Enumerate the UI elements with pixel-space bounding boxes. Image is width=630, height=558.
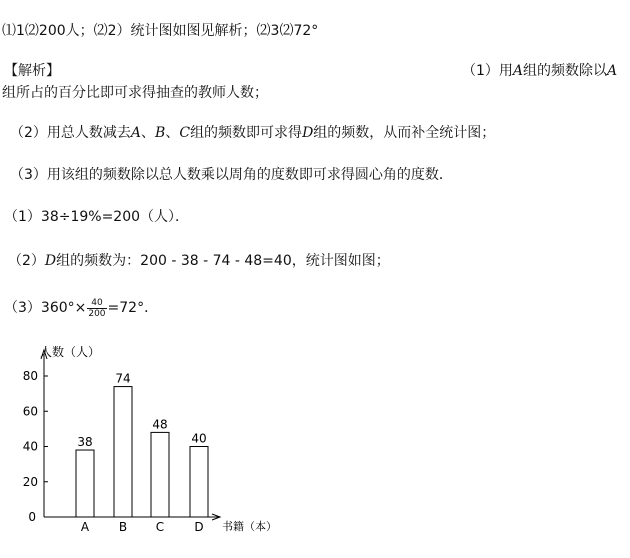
chart-bars <box>76 372 208 534</box>
p2-sep-1: 、 <box>141 125 156 141</box>
y-tick-label: 40 <box>22 439 38 454</box>
s3-denominator: 200 <box>88 308 106 319</box>
p2-text-i: 组的频数，从而补全统计图； <box>313 125 496 141</box>
p2-var-d: D <box>302 125 314 141</box>
x-tick-label: B <box>118 520 128 534</box>
y-tick-label: 0 <box>28 510 36 524</box>
solution-3 <box>4 296 158 320</box>
analysis-tag-text: 【解析】 <box>4 63 60 79</box>
x-tick-label: A <box>80 520 90 534</box>
s3-text-a: （3）360°× <box>4 300 87 316</box>
x-tick-label: D <box>194 520 204 534</box>
p2-text-g: 组的频数即可求得 <box>190 125 303 141</box>
x-axis-label: 书籍（本） <box>222 520 277 533</box>
y-tick-label: 20 <box>22 474 38 489</box>
analysis-p3 <box>10 166 453 184</box>
s3-numerator: 40 <box>87 298 106 309</box>
s2-text-a: （2） <box>8 253 45 269</box>
p1-text-a: （1）用 <box>462 63 513 79</box>
bar-A <box>76 450 94 517</box>
bar-value-label: 48 <box>152 417 168 432</box>
bar-D <box>190 447 208 518</box>
s2-text-c: 组的频数为：200 - 38 - 74 - 48=40，统计图如图； <box>56 253 390 269</box>
bar-chart <box>0 340 300 555</box>
x-tick-label: C <box>155 520 165 534</box>
p2-var-a: A <box>130 125 142 141</box>
bar-C <box>151 432 169 517</box>
y-axis-label: 人数（人） <box>40 345 101 359</box>
p2-var-c: C <box>179 125 191 141</box>
bar-value-label: 38 <box>77 435 93 450</box>
p2-text-a: （2）用总人数减去 <box>10 125 131 141</box>
p1-cont-text: 组所占的百分比即可求得抽查的教师人数； <box>2 85 268 101</box>
analysis-p2 <box>10 124 495 142</box>
bar-value-label: 74 <box>115 371 131 386</box>
bar-value-label: 40 <box>191 431 207 446</box>
solution-1 <box>4 208 189 226</box>
analysis-p1-start <box>462 62 617 80</box>
p2-sep-2: 、 <box>165 125 180 141</box>
bar-B <box>114 387 132 517</box>
s3-text-b: =72°． <box>107 300 159 316</box>
s3-fraction <box>87 298 106 319</box>
p1-var-a: A <box>512 63 524 79</box>
s1-text: （1）38÷19%=200（人）． <box>4 209 190 225</box>
answer-text: ⑴1⑵200人；⑵2）统计图如图见解析；⑵3⑵72° <box>2 23 319 39</box>
solution-2 <box>8 252 390 270</box>
analysis-tag <box>4 62 60 80</box>
p1-var-a2: A <box>607 63 618 79</box>
p1-text-c: 组的频数除以 <box>523 63 608 79</box>
y-tick-label: 60 <box>22 404 38 419</box>
y-tick-label: 80 <box>22 369 38 383</box>
p2-var-b: B <box>155 125 166 141</box>
s2-var-d: D <box>44 253 57 269</box>
p3-text: （3）用该组的频数除以总人数乘以周角的度数即可求得圆心角的度数． <box>10 167 453 183</box>
answer-line <box>2 22 318 40</box>
analysis-p1-cont <box>2 84 268 102</box>
